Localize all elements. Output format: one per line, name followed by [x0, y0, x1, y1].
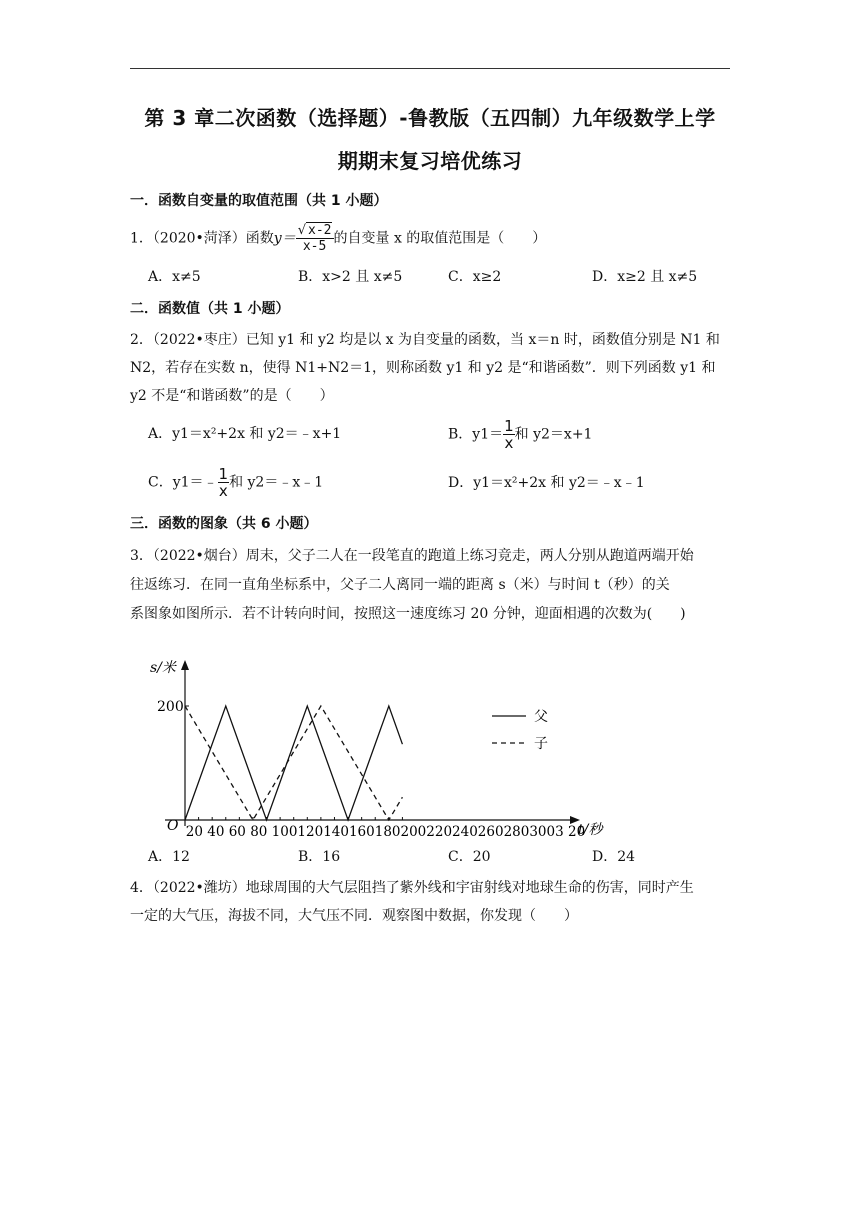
q2-option-a: A．y1＝x²+2x 和 y2＝﹣x+1 — [148, 426, 342, 442]
q2-option-d: D．y1＝x²+2x 和 y2＝﹣x﹣1 — [448, 475, 645, 491]
q2-line3: y2 不是“和谐函数”的是（ ） — [130, 388, 334, 404]
q3-chart — [140, 648, 620, 848]
q1-option-c: C．x≥2 — [448, 269, 502, 285]
x-axis-label: t/秒 — [578, 822, 603, 838]
q2-line1: 2．（2022•枣庄）已知 y1 和 y2 均是以 x 为自变量的函数，当 x＝n 时，函数值分别是 N1 和 — [130, 332, 720, 348]
q3-option-c: C．20 — [448, 849, 491, 865]
q1-option-a: A．x≠5 — [148, 269, 201, 285]
q3-option-d: D．24 — [592, 849, 636, 865]
header-rule — [130, 68, 730, 69]
question-1 — [130, 223, 546, 254]
legend-father-label: 父 — [534, 709, 548, 725]
q1-y: y＝ — [273, 230, 296, 247]
series-son-line — [185, 706, 402, 820]
q2-c-fraction: $\frac{1}{x}$ — [218, 465, 229, 500]
q3-line2: 往返练习．在同一直角坐标系中，父子二人离同一端的距离 s（米）与时间 t（秒）的关 — [130, 577, 670, 593]
y-axis-arrow — [181, 660, 189, 670]
y-tick-label-200: 200 — [157, 699, 184, 715]
page-title-line2: 期期末复习培优练习 — [337, 149, 523, 173]
origin-label: O — [167, 818, 179, 834]
section-heading-3: 三．函数的图象（共 6 小题） — [130, 516, 318, 532]
q3-line3: 系图象如图所示．若不计转向时间，按照这一速度练习 20 分钟，迎面相遇的次数为( ) — [130, 606, 686, 622]
q4-line2: 一定的大气压，海拔不同，大气压不同．观察图中数据，你发现（ ） — [130, 908, 578, 924]
section-heading-1: 一．函数自变量的取值范围（共 1 小题） — [130, 193, 388, 209]
legend-son-label: 子 — [534, 736, 548, 752]
q1-fraction: $\frac{√ x-2}{x-5}$ — [297, 223, 332, 254]
q2-line2: N2，若存在实数 n，使得 N1+N2＝1，则称函数 y1 和 y2 是“和谐函数”．则下列函数 y1 和 — [130, 360, 716, 376]
q3-option-a: A．12 — [148, 849, 190, 865]
q3-option-b: B．16 — [298, 849, 341, 865]
series-father-line — [185, 706, 402, 820]
page-title-line1: 第 3 章二次函数（选择题）-鲁教版（五四制）九年级数学上学 — [144, 106, 716, 130]
q4-line1: 4．（2022•潍坊）地球周围的大气层阻挡了紫外线和宇宙射线对地球生命的伤害，同时产生 — [130, 880, 694, 896]
q1-option-b: B．x>2 且 x≠5 — [298, 269, 403, 285]
x-tick-labels: 20 40 60 80 1001201401601802002202402602803003 20 — [185, 824, 586, 840]
q1-denominator: x-5 — [302, 239, 327, 254]
section-heading-2: 二．函数值（共 1 小题） — [130, 301, 290, 317]
q1-option-d: D．x≥2 且 x≠5 — [592, 269, 698, 285]
q2-b-fraction: $\frac{1}{x}$ — [504, 417, 514, 452]
q1-numerator: x-2 — [308, 223, 332, 238]
y-axis-label: s/米 — [150, 660, 176, 676]
q2-option-c: C．y1＝﹣ $\frac{1}{x}$ 和 y2＝﹣x﹣1 — [148, 465, 324, 500]
q3-line1: 3．（2022•烟台）周末，父子二人在一段笔直的跑道上练习竞走，两人分别从跑道两端开始 — [130, 548, 694, 564]
q1-prefix: 1．（2020•菏泽）函数 — [130, 230, 274, 247]
q1-suffix: 的自变量 x 的取值范围是（ ） — [333, 230, 547, 247]
q2-option-b: B．y1＝ $\frac{1}{x}$ 和 y2＝x+1 — [448, 417, 593, 452]
